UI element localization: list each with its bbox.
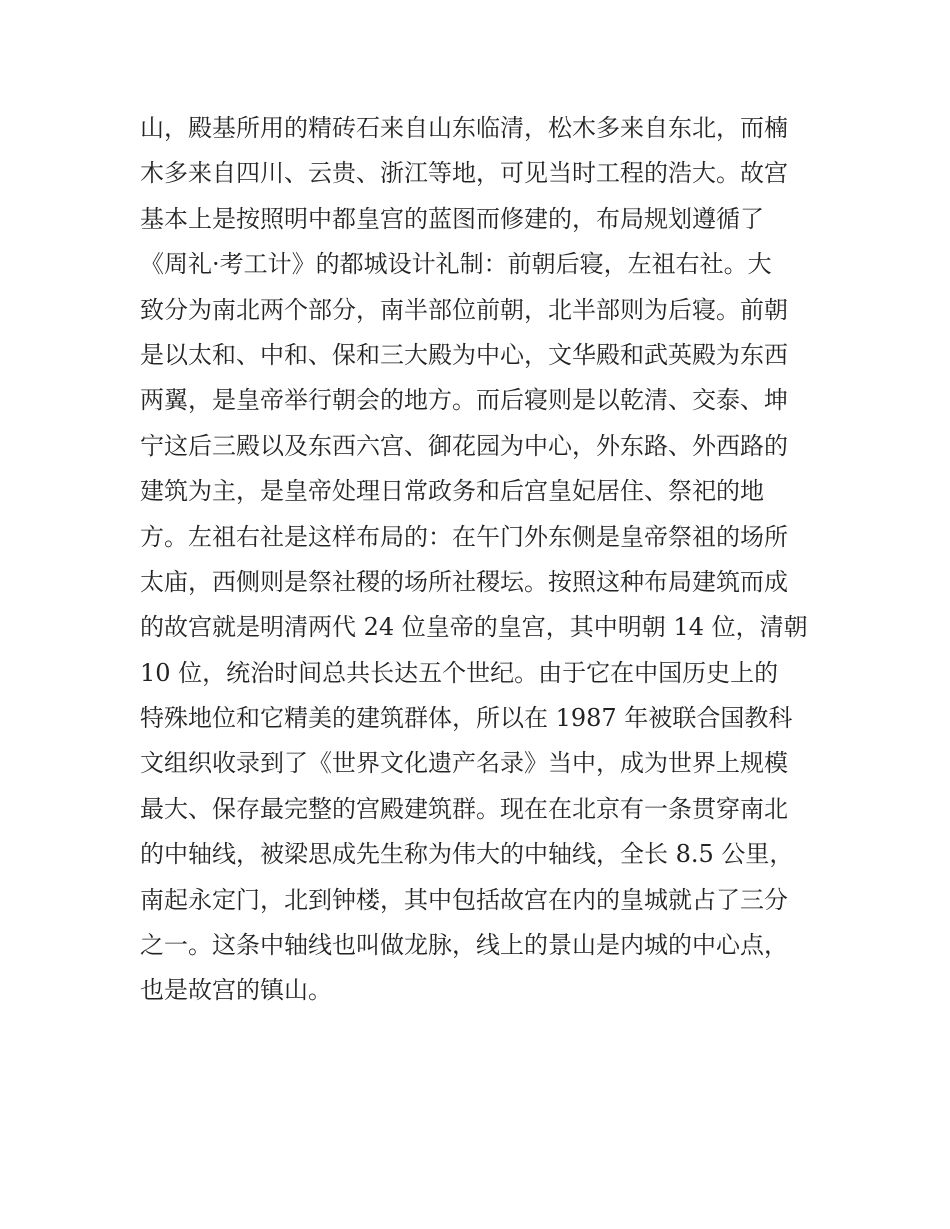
text-line: 南起永定门，北到钟楼，其中包括故宫在内的皇城就占了三分 [140,885,788,914]
text-line: 木多来自四川、云贵、浙江等地，可见当时工程的浩大。故宫 [140,159,788,188]
text-line: 宁这后三殿以及东西六宫、御花园为中心，外东路、外西路的 [140,431,788,460]
text-line: 是以太和、中和、保和三大殿为中心，文华殿和武英殿为东西 [140,340,788,369]
text-line: 《周礼·考工计》的都城设计礼制：前朝后寝，左祖右社。大 [140,250,772,279]
text-line: 文组织收录到了《世界文化遗产名录》当中，成为世界上规模 [140,749,788,778]
text-line: 也是故宫的镇山。 [140,976,332,1005]
text-line: 之一。这条中轴线也叫做龙脉，线上的景山是内城的中心点， [140,931,788,960]
text-line: 最大、保存最完整的宫殿建筑群。现在在北京有一条贯穿南北 [140,794,788,823]
text-line: 的中轴线，被梁思成先生称为伟大的中轴线，全长 8.5 公里， [140,840,794,869]
text-line: 致分为南北两个部分，南半部位前朝，北半部则为后寝。前朝 [140,295,788,324]
text-line: 山，殿基所用的精砖石来自山东临清，松木多来自东北，而楠 [140,114,788,142]
text-line: 特殊地位和它精美的建筑群体，所以在 1987 年被联合国教科 [140,704,793,733]
text-line: 10 位，统治时间总共长达五个世纪。由于它在中国历史上的 [140,658,779,687]
body-paragraph [140,106,830,1014]
text-line: 方。左祖右社是这样布局的：在午门外东侧是皇帝祭祖的场所 [140,522,788,551]
text-line: 两翼，是皇帝举行朝会的地方。而后寝则是以乾清、交泰、坤 [140,386,788,415]
text-line: 基本上是按照明中都皇宫的蓝图而修建的，布局规划遵循了 [140,204,764,233]
text-line: 建筑为主，是皇帝处理日常政务和后宫皇妃居住、祭祀的地 [140,477,764,506]
text-line: 太庙，西侧则是祭社稷的场所社稷坛。按照这种布局建筑而成 [140,567,788,596]
text-line: 的故宫就是明清两代 24 位皇帝的皇宫，其中明朝 14 位，清朝 [140,613,808,642]
